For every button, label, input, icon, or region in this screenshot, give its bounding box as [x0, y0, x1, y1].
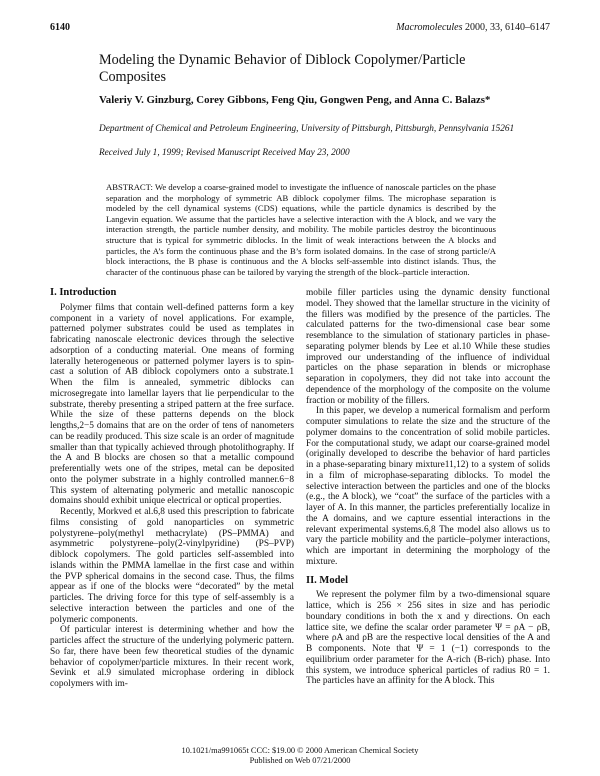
article-title: Modeling the Dynamic Behavior of Diblock Copolymer/Particle Composites [99, 52, 466, 85]
section-heading: I. Introduction [50, 287, 117, 298]
body-paragraph: We represent the polymer film by a two-dimensional square lattice, which is 256 × 256 sites in size and has periodic boundary conditions in both the x and y directions. On each lattice site, we define the scalar order parameter Ψ = ρA − ρB, where ρA and ρB are the respective local densities of the A and B components. Note that Ψ = 1 (−1) corresponds to the equilibrium order parameter for the A-rich (B-rich) phase. Into this system, we introduce spherical particles of radius R0 = 1. The particles have an affinity for the A block. This [306, 590, 550, 687]
section-heading: II. Model [306, 574, 348, 586]
footer [0, 746, 600, 766]
body-paragraph: Polymer films that contain well-defined patterns form a key component in a variety of novel applications. For example, patterned polymer substrates could be used as templates in fabricating nanoscale electronic devices through the selective adsorption of a conducting material. One means of forming laterally heterogeneous or patterned polymer layers is to spin-cast a solution of AB diblock copolymers onto a substrate.1 When the film is annealed, symmetric diblocks can microsegregate into lamellar layers that lie perpendicular to the substrate, thereby presenting a striped pattern at the free surface. While the size of these patterns depends on the block lengths,2−5 domains that are on the order of tens of nanometers can be readily produced. This size scale is an order of magnitude smaller than that typically achieved through photolithography. If the A and B blocks are chosen so that a metallic compound preferentially wets one of the stripes, metal can be deposited onto the polymer substrate in a highly controlled manner.6−8 This system of alternating polymeric and metallic nanoscopic domains should exhibit unique electrical or optical properties. [50, 302, 294, 507]
body-paragraph: In this paper, we develop a numerical formalism and perform computer simulations to relate the size and the structure of the polymer domains to the concentration of solid mobile particles. For the computational study, we adapt our coarse-grained model (originally developed to describe the behavior of hard particles in a phase-separating binary mixture11,12) to a system of solids in a film of microphase-separating diblocks. To model the selective interaction between the particles and one of the blocks (e.g., the A block), we “coat” the surface of the particles with a layer of A. In this manner, the particles preferentially localize in the A domains, and we capture essential interactions in the relevant experimental systems.6,8 The model also allows us to vary the particle mobility and the particle–polymer interactions, which are important in determining the morphology of the mixture. [306, 406, 550, 567]
received-dates: Received July 1, 1999; Revised Manuscript Received May 23, 2000 [99, 148, 350, 158]
body-paragraph: mobile filler particles using the dynamic density functional model. They showed that the lamellar structure in the vicinity of the fillers was modified by the presence of the particles. The calculated patterns for the two-dimensional case bear some resemblance to the simulation of stationary particles in phase-separating polymer blends by Lee et al.10 While these studies improved our understanding of the influence of individual particles on the phase separation in blends or microphase separation in copolymers, they did not take into account the dependence of the morphology of the composite on the volume fraction or mobility of the fillers. [306, 288, 550, 406]
affiliation: Department of Chemical and Petroleum Engineering, University of Pittsburgh, Pittsburgh, Pennsylvania 15261 [99, 124, 515, 134]
right-column [306, 288, 550, 687]
journal-name: Macromolecules [396, 22, 463, 33]
left-column [50, 288, 294, 690]
body-paragraph: Recently, Morkved et al.6,8 used this prescription to fabricate films consisting of gold nanoparticles on symmetric polystyrene–poly(methyl methacrylate) (PS–PMMA) and asymmetric polystyrene–poly(2-vinylpyridine) (PS–PVP) diblock copolymers. The gold particles self-assembled into islands within the PMMA lamellae in the first case and within the PVP spherical domains in the second case. Thus, the films appear as if one of the blocks were “decorated” by the metal particles. The driving force for this type of self-assembly is a selective interaction between the particles and one of the polymeric components. [50, 507, 294, 625]
running-header [50, 22, 550, 36]
page-number: 6140 [50, 22, 70, 33]
journal-volume-pages: 2000, 33, 6140–6147 [462, 22, 550, 33]
author-list: Valeriy V. Ginzburg, Corey Gibbons, Feng Qiu, Gongwen Peng, and Anna C. Balazs* [99, 94, 491, 106]
footer-published: Published on Web 07/21/2000 [249, 756, 351, 765]
abstract: ABSTRACT: We develop a coarse-grained model to investigate the influence of nanoscale particles on the phase separation and the morphology of symmetric AB diblock copolymer films. The microphase separation is modeled by the cell dynamical systems (CDS) equations, while the particle dynamics is described by the Langevin equation. We assume that the particles have a selective interaction with the A block, and we vary the interaction strength, the particle number density, and mobility. The mobile particles destroy the bicontinuous structure that is typical for symmetric diblocks. In the limit of weak interactions between the A blocks and particles, the A’s form the continuous phase and the B’s form isolated domains. In the case of strong particle/A block interactions, the B phase is continuous and the A blocks self-assemble into distinct islands. Thus, the character of the continuous phase can be tailored by varying the strength of the block–particle interaction. [106, 182, 496, 277]
body-paragraph: Of particular interest is determining whether and how the particles affect the structure of the underlying polymeric pattern. So far, there have been few theoretical studies of the dynamic behavior of copolymer/particle mixtures. In their recent work, Sevink et al.9 simulated microphase ordering in diblock copolymers with im- [50, 625, 294, 689]
journal-citation [396, 22, 550, 33]
footer-doi: 10.1021/ma991065t CCC: $19.00 © 2000 American Chemical Society [181, 746, 419, 755]
